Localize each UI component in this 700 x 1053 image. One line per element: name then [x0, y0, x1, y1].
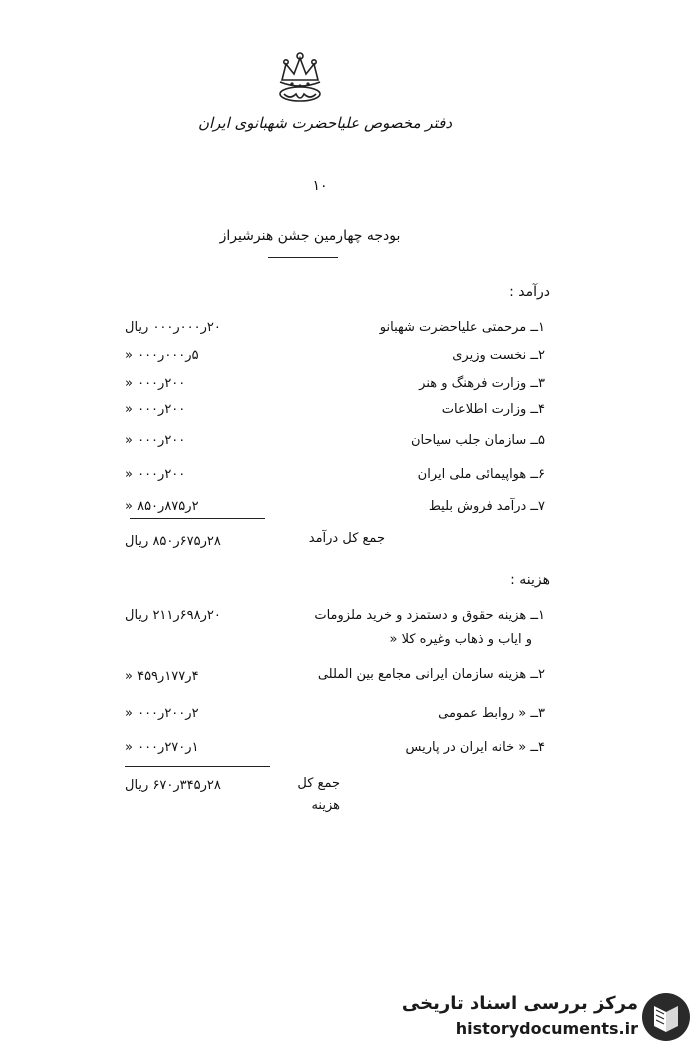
income-row-amount: ۲ر۸۷۵ر۸۵۰ «: [125, 499, 199, 514]
income-total-amount: ۲۸ر۶۷۵ر۸۵۰ ریال: [125, 534, 221, 549]
income-row-label: ۴ــ وزارت اطلاعات: [441, 402, 545, 417]
income-row-amount: ۵ر۰۰۰ر۰۰۰ «: [125, 348, 199, 363]
income-row-label: ۶ــ هواپیمائی ملی ایران: [417, 467, 545, 482]
expense-row-amount: ۴ر۱۷۷ر۴۵۹ «: [125, 669, 199, 684]
office-title: دفتر مخصوص علیاحضرت شهبانوی ایران: [197, 114, 453, 132]
expense-total-label-continued: هزینه: [311, 798, 340, 813]
book-logo-icon: [640, 990, 692, 1044]
income-row-label: ۳ــ وزارت فرهنگ و هنر: [419, 376, 545, 391]
expense-row-amount: ۲۰ر۶۹۸ر۲۱۱ ریال: [125, 608, 221, 623]
document-title: بودجه چهارمین جشن هنرشیراز: [219, 228, 401, 244]
title-underline: [268, 257, 338, 258]
income-row-label: ۱ــ مرحمتی علیاحضرت شهبانو: [379, 320, 545, 335]
expense-row-amount: ۲ر۲۰۰ر۰۰۰ «: [125, 706, 199, 721]
watermark-url: historydocuments.ir: [455, 1019, 638, 1038]
expense-row-label: ۱ــ هزینه حقوق و دستمزد و خرید ملزومات: [314, 608, 545, 623]
income-row-label: ۲ــ نخست وزیری: [452, 348, 545, 363]
page-number: ۱۰: [312, 178, 328, 194]
income-total-rule: [130, 518, 265, 519]
expense-row-label: ۲ــ هزینه سازمان ایرانی مجامع بین المللی: [317, 667, 545, 682]
expense-row-amount: ۱ر۲۷۰ر۰۰۰ «: [125, 740, 199, 755]
watermark-name: مرکز بررسی اسناد تاریخی: [401, 993, 638, 1014]
income-row-label: ۷ــ درآمد فروش بلیط: [428, 499, 545, 514]
royal-crown-emblem-icon: [268, 50, 332, 106]
expense-total-label: جمع کل: [297, 776, 340, 791]
income-row-amount: ۲۰ر۰۰۰ر۰۰۰ ریال: [125, 320, 221, 335]
income-row-amount: ۲۰۰ر۰۰۰ «: [125, 376, 186, 391]
income-row-label: ۵ــ سازمان جلب سیاحان: [410, 433, 545, 448]
expense-total-amount: ۲۸ر۳۴۵ر۶۷۰ ریال: [125, 778, 221, 793]
expense-row-label: ۴ــ « خانه ایران در پاریس: [405, 740, 545, 755]
income-row-amount: ۲۰۰ر۰۰۰ «: [125, 467, 186, 482]
income-total-label: جمع کل درآمد: [308, 531, 385, 546]
income-heading: درآمد :: [509, 284, 550, 300]
income-row-amount: ۲۰۰ر۰۰۰ «: [125, 433, 186, 448]
income-row-amount: ۲۰۰ر۰۰۰ «: [125, 402, 186, 417]
expense-row-label-continued: و ایاب و ذهاب وغیره کلا «: [389, 632, 532, 647]
expense-row-label: ۳ــ « روابط عمومی: [438, 706, 545, 721]
expense-total-rule: [125, 766, 270, 767]
expense-heading: هزینه :: [510, 572, 550, 588]
